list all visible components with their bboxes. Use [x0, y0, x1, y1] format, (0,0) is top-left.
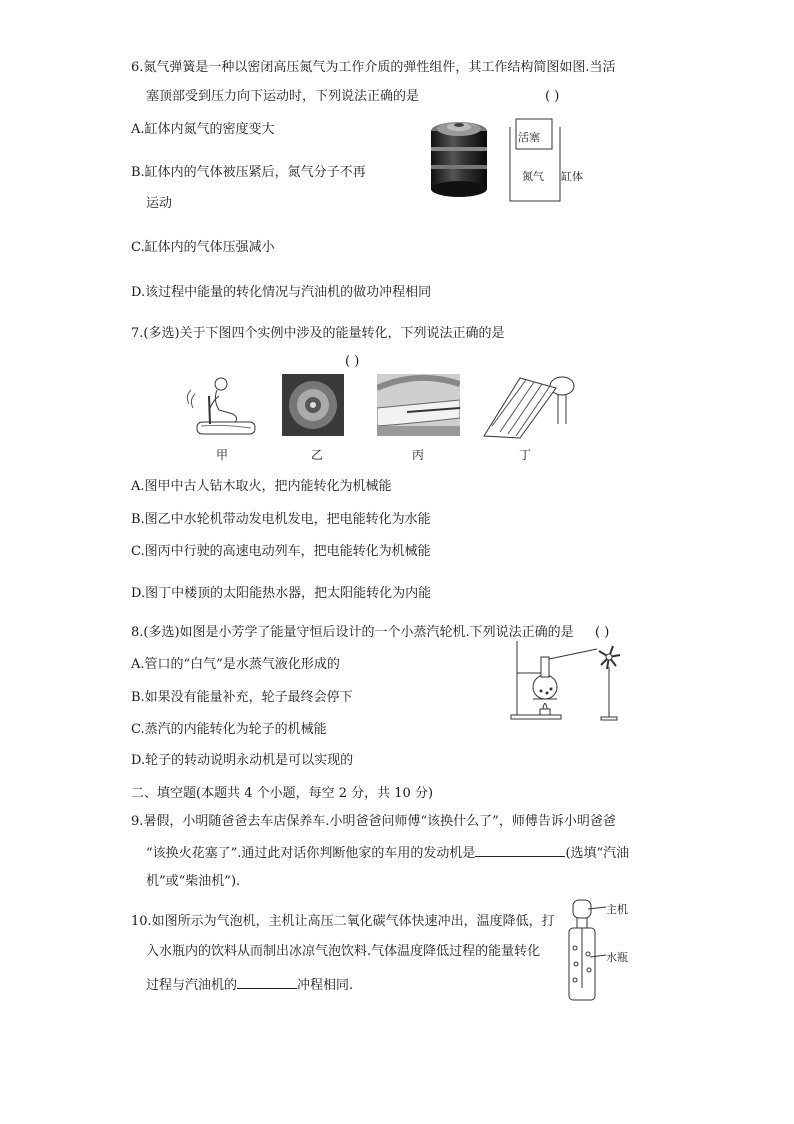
q10-answer-blank[interactable] — [237, 975, 297, 989]
label-cylinder: 缸体 — [561, 170, 583, 183]
drill-fire-image — [183, 374, 261, 442]
label-piston: 活塞 — [518, 131, 540, 144]
q10-line3-suffix: 冲程相同. — [297, 978, 354, 993]
q6-option-d: D.该过程中能量的转化情况与汽油机的做功冲程相同 — [131, 285, 432, 300]
q6-option-b-cont: 运动 — [146, 196, 173, 211]
solar-heater-image — [480, 374, 576, 440]
caption-jia: 甲 — [215, 448, 228, 462]
label-host: 主机 — [606, 903, 628, 916]
q6-answer-paren: ( ) — [545, 89, 560, 104]
q9-line2-hint: (选填“汽油 — [565, 846, 630, 861]
q7-option-c: C.图丙中行驶的高速电动列车，把电能转化为机械能 — [131, 544, 431, 559]
q7-option-b: B.图乙中水轮机带动发电机发电，把电能转化为水能 — [131, 512, 431, 527]
caption-bing: 丙 — [411, 448, 424, 462]
q7-option-d: D.图丁中楼顶的太阳能热水器，把太阳能转化为内能 — [131, 586, 432, 601]
q6-stem-line1: 6.氮气弹簧是一种以密闭高压氮气为工作介质的弹性组件，其工作结构简图如图.当活 — [131, 60, 616, 75]
q9-line2 — [146, 843, 629, 863]
q10-line3-text: 过程与汽油机的 — [146, 978, 238, 993]
steam-turbine-diagram — [505, 637, 635, 723]
diagram-leader-lines — [588, 903, 608, 963]
label-bottle: 水瓶 — [606, 951, 628, 964]
q6-stem-line2: 塞顶部受到压力向下运动时，下列说法正确的是 — [146, 89, 420, 104]
q8-option-d: D.轮子的转动说明永动机是可以实现的 — [131, 753, 354, 768]
turbine-photo — [282, 374, 344, 436]
train-photo — [377, 374, 460, 436]
q8-option-b: B.如果没有能量补充，轮子最终会停下 — [131, 690, 353, 705]
q6-option-a: A.缸体内氮气的密度变大 — [131, 122, 275, 137]
q8-stem: 8.(多选)如图是小芳学了能量守恒后设计的一个小蒸汽轮机.下列说法正确的是 — [131, 625, 574, 640]
label-nitrogen: 氮气 — [522, 170, 544, 183]
q7-answer-paren: ( ) — [345, 354, 360, 369]
q10-line3 — [146, 975, 353, 995]
q9-line1: 9.暑假，小明随爸爸去车店保养车.小明爸爸问师傅“该换什么了”，师傅告诉小明爸爸 — [131, 814, 616, 829]
q7-stem: 7.(多选)关于下图四个实例中涉及的能量转化，下列说法正确的是 — [131, 326, 505, 341]
q6-option-c: C.缸体内的气体压强减小 — [131, 240, 275, 255]
nitrogen-spring-photo — [425, 113, 493, 199]
caption-yi: 乙 — [310, 448, 323, 462]
q9-answer-blank[interactable] — [475, 843, 565, 857]
q7-option-a: A.图甲中古人钻木取火，把内能转化为机械能 — [131, 479, 392, 494]
q6-option-b: B.缸体内的气体被压紧后，氮气分子不再 — [131, 165, 366, 180]
q8-option-c: C.蒸汽的内能转化为轮子的机械能 — [131, 722, 327, 737]
q9-line3: 机”或“柴油机”). — [146, 874, 241, 889]
caption-ding: 丁 — [518, 448, 531, 462]
section2-title: 二、填空题(本题共 4 个小题，每空 2 分，共 10 分) — [131, 786, 434, 801]
q9-line2-text: “该换火花塞了”.通过此对话你判断他家的车用的发动机是 — [146, 846, 476, 861]
q8-answer-paren: ( ) — [595, 625, 610, 640]
q10-line1: 10.如图所示为气泡机，主机让高压二氧化碳气体快速冲出，温度降低，打 — [131, 914, 555, 929]
q10-line2: 入水瓶内的饮料从而制出冰凉气泡饮料.气体温度降低过程的能量转化 — [146, 944, 541, 959]
q8-option-a: A.管口的“白气”是水蒸气液化形成的 — [131, 657, 340, 672]
